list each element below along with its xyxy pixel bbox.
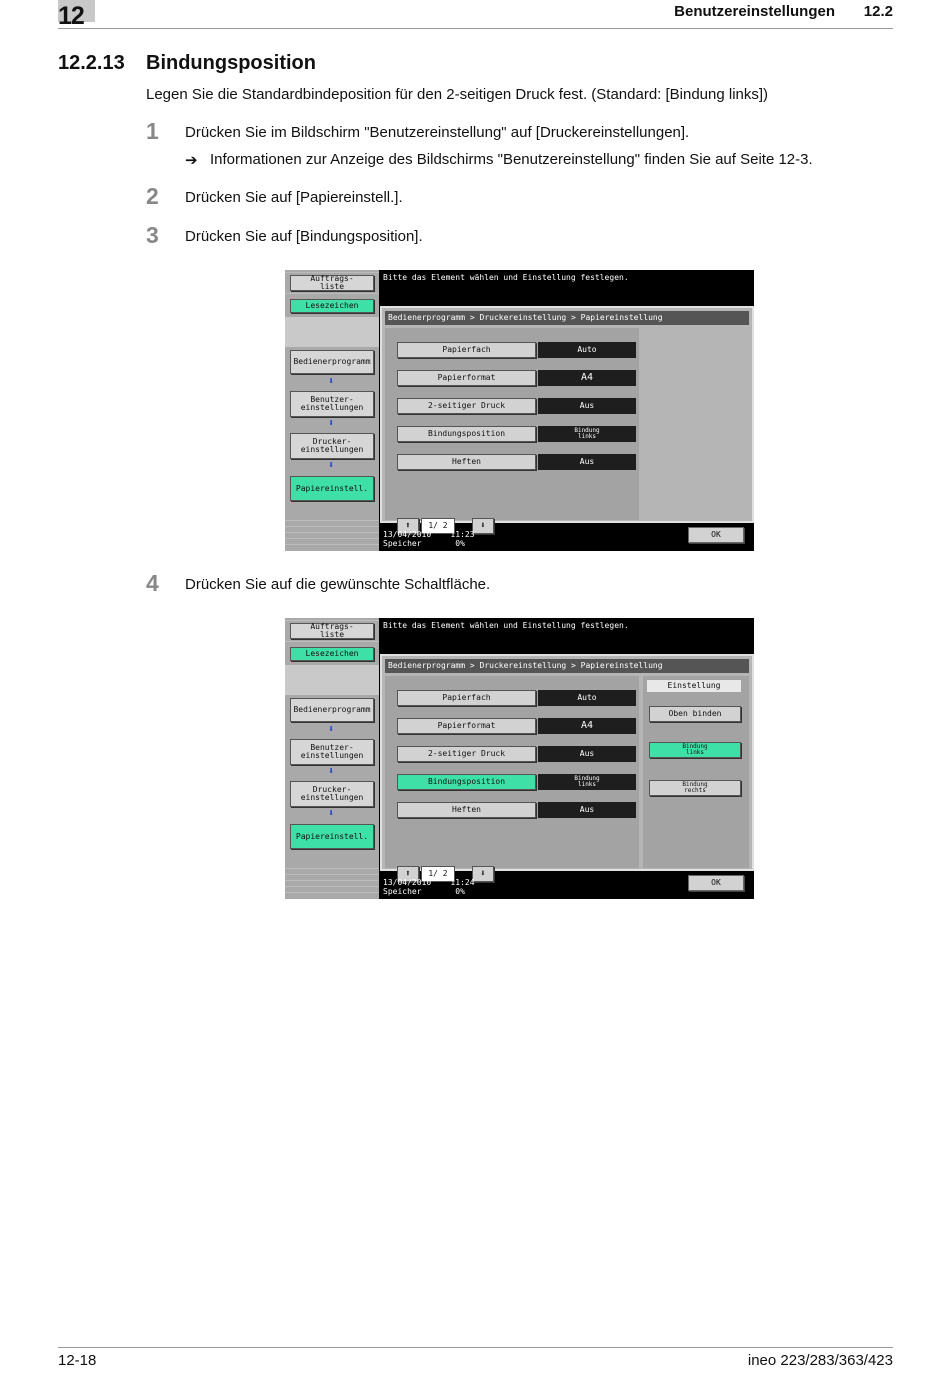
page-down-icon[interactable]: ⬇ (472, 518, 494, 534)
paper-settings-button[interactable]: Papiereinstell. (290, 824, 374, 849)
staple-button[interactable]: Heften (397, 802, 536, 818)
panel-memory: Speicher 0% (383, 887, 465, 896)
paper-tray-button[interactable]: Papierfach (397, 690, 536, 706)
settings-list (385, 676, 639, 879)
flow-arrow-down-icon: ⬇ (328, 460, 335, 471)
footer-product: ineo 223/283/363/423 (747, 1352, 893, 1369)
paper-size-button[interactable]: Papierformat (397, 370, 536, 386)
page-down-icon[interactable]: ⬇ (472, 866, 494, 882)
panel-left-column (285, 270, 379, 551)
step-2-text: Drücken Sie auf [Papiereinstell.]. (185, 189, 403, 206)
job-list-button[interactable]: Auftrags- liste (290, 623, 374, 639)
flow-arrow-down-icon: ⬇ (328, 724, 335, 735)
bookmark-button[interactable]: Lesezeichen (290, 299, 374, 313)
paper-tray-button[interactable]: Papierfach (397, 342, 536, 358)
panel-status (383, 878, 475, 896)
panel-datetime: 13/04/2010 11:23 (383, 530, 475, 539)
duplex-value: Aus (538, 746, 636, 762)
flow-arrow-down-icon: ⬇ (328, 766, 335, 777)
binding-position-value: Bindung links (538, 426, 636, 442)
duplex-button[interactable]: 2-seitiger Druck (397, 746, 536, 762)
panel-main-area (380, 654, 754, 879)
left-binding-button[interactable]: Bindung links (649, 742, 741, 758)
note-arrow-icon: ➔ (185, 152, 198, 169)
step-1-number: 1 (146, 118, 159, 144)
paper-size-value: A4 (538, 718, 636, 734)
utility-button[interactable]: Bedienerprogramm (290, 350, 374, 374)
binding-options-title: Einstellung (647, 680, 741, 692)
step-2-number: 2 (146, 183, 159, 209)
page-up-icon[interactable]: ⬆ (397, 518, 419, 534)
panel-memory: Speicher 0% (383, 539, 465, 548)
panel-screenshot-2 (285, 618, 754, 899)
panel-breadcrumb: Bedienerprogramm > Druckereinstellung > Papiereinstellung (385, 311, 749, 325)
top-binding-button[interactable]: Oben binden (649, 706, 741, 722)
footer-divider (58, 1347, 893, 1348)
chapter-number: 12 (58, 2, 84, 30)
binding-position-button[interactable]: Bindungsposition (397, 774, 536, 790)
step-3-number: 3 (146, 222, 159, 248)
section-title: Bindungsposition (146, 52, 316, 74)
printer-settings-button[interactable]: Drucker- einstellungen (290, 781, 374, 807)
paper-settings-button[interactable]: Papiereinstell. (290, 476, 374, 501)
flow-arrow-down-icon: ⬇ (328, 376, 335, 387)
printer-settings-button[interactable]: Drucker- einstellungen (290, 433, 374, 459)
section-intro: Legen Sie die Standardbindeposition für den 2-seitigen Druck fest. (Standard: [Bindung links]) (146, 86, 769, 103)
footer-page-number: 12-18 (58, 1352, 97, 1369)
page-indicator: 1/ 2 (421, 518, 455, 534)
panel-datetime: 13/04/2010 11:24 (383, 878, 475, 887)
page-indicator: 1/ 2 (421, 866, 455, 882)
ok-button[interactable]: OK (688, 527, 744, 543)
job-list-button[interactable]: Auftrags- liste (290, 275, 374, 291)
paper-size-button[interactable]: Papierformat (397, 718, 536, 734)
binding-position-button[interactable]: Bindungsposition (397, 426, 536, 442)
ok-button[interactable]: OK (688, 875, 744, 891)
staple-value: Aus (538, 454, 636, 470)
right-binding-button[interactable]: Bindung rechts (649, 780, 741, 796)
step-4-text: Drücken Sie auf die gewünschte Schaltfläche. (185, 576, 491, 593)
step-1-text: Drücken Sie im Bildschirm "Benutzereinstellung" auf [Druckereinstellungen]. (185, 124, 690, 141)
duplex-value: Aus (538, 398, 636, 414)
user-settings-button[interactable]: Benutzer- einstellungen (290, 391, 374, 417)
header-section: 12.2 (863, 3, 893, 20)
panel-message: Bitte das Element wählen und Einstellung festlegen. (383, 621, 629, 630)
panel-left-column (285, 618, 379, 899)
header-divider (58, 28, 893, 29)
section-number: 12.2.13 (58, 52, 125, 74)
binding-options (643, 676, 749, 868)
flow-arrow-down-icon: ⬇ (328, 418, 335, 429)
staple-button[interactable]: Heften (397, 454, 536, 470)
step-1-note: Informationen zur Anzeige des Bildschirms "Benutzereinstellung" finden Sie auf Seite 12-3. (210, 151, 813, 168)
user-settings-button[interactable]: Benutzer- einstellungen (290, 739, 374, 765)
step-3-text: Drücken Sie auf [Bindungsposition]. (185, 228, 423, 245)
panel-right-empty (643, 328, 749, 520)
bookmark-button[interactable]: Lesezeichen (290, 647, 374, 661)
duplex-button[interactable]: 2-seitiger Druck (397, 398, 536, 414)
paper-size-value: A4 (538, 370, 636, 386)
panel-message: Bitte das Element wählen und Einstellung festlegen. (383, 273, 629, 282)
settings-list (385, 328, 639, 531)
flow-arrow-down-icon: ⬇ (328, 808, 335, 819)
paper-tray-value: Auto (538, 342, 636, 358)
staple-value: Aus (538, 802, 636, 818)
page-up-icon[interactable]: ⬆ (397, 866, 419, 882)
panel-main-area (380, 306, 754, 531)
panel-breadcrumb: Bedienerprogramm > Druckereinstellung > Papiereinstellung (385, 659, 749, 673)
binding-position-value: Bindung links (538, 774, 636, 790)
utility-button[interactable]: Bedienerprogramm (290, 698, 374, 722)
step-4-number: 4 (146, 570, 159, 596)
header-title: Benutzereinstellungen (674, 3, 835, 20)
panel-screenshot-1 (285, 270, 754, 551)
paper-tray-value: Auto (538, 690, 636, 706)
panel-status (383, 530, 475, 548)
